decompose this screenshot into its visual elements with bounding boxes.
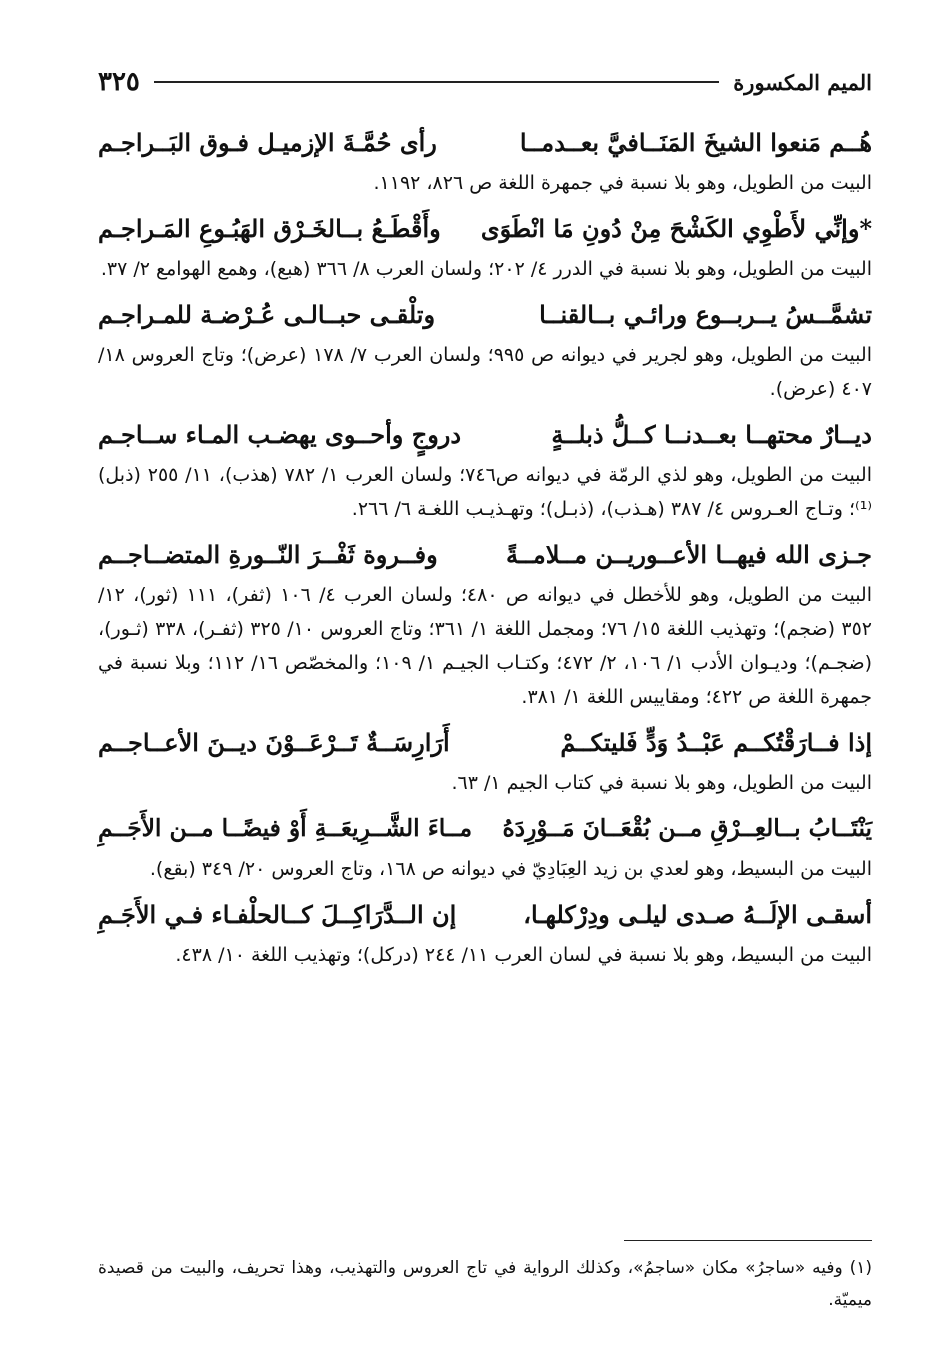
- first-hemistich: ديــارٌ محتهــا بعــدنــا كــلُّ ذبلــةٍ: [551, 419, 872, 449]
- verse-line: [98, 118, 872, 166]
- verse-entry: [98, 410, 872, 526]
- verse-line: [98, 804, 872, 852]
- page-number: ٣٢٥: [98, 67, 140, 97]
- entries-list: [98, 118, 872, 976]
- verse-entry: [98, 890, 872, 972]
- second-hemistich: مــاءَ الشَّــرِيعَــةِ أَوْ فيضًــا مــن الأَجَــمِ: [98, 814, 472, 842]
- first-hemistich: هُــم مَنعوا الشيخَ المَنَــافيَّ بعــدمــا: [519, 127, 872, 157]
- first-hemistich: إذا فــارَقْتُكــم عَبْــدُ وَدٍّ فَليتكــمْ: [560, 727, 872, 757]
- header-title: الميم المكسورة: [733, 69, 872, 95]
- verse-line: [98, 718, 872, 766]
- header-rule: [154, 81, 719, 83]
- second-hemistich: وأَقْطَـعُ بــالخَـرْق الهَبُـوعِ المَـراجـم: [98, 213, 441, 243]
- verse-line: [98, 290, 872, 338]
- running-header: [98, 62, 872, 102]
- first-hemistich: أسقـى الإلَــهُ صـدى ليلـى ودِرْكلهـا،: [523, 899, 872, 929]
- second-hemistich: دروجٍ وأحــوى يهضـب المـاء ســاجـم: [98, 419, 462, 449]
- verse-source-note: البيت من الطويل، وهو لجرير في ديوانه ص ٩٩٥؛ ولسان العرب ٧/ ١٧٨ (عرض)؛ وتاج العروس ١٨/ ٤٠٧ (عرض).: [98, 344, 872, 400]
- verse-source-note: البيت من الطويل، وهو بلا نسبة في كتاب الجيم ١/ ٦٣.: [451, 772, 872, 794]
- verse-source-note: البيت من البسيط، وهو بلا نسبة في لسان العرب ١١/ ٢٤٤ (دركل)؛ وتهذيب اللغة ١٠/ ٤٣٨.: [175, 944, 872, 966]
- first-hemistich: *وإنِّي لأَطْوِي الكَشْحَ مِنْ دُونِ مَا انْطَوَى: [480, 213, 872, 243]
- second-hemistich: وفــروة ثَفْــرَ النّــورةِ المتضــاجــم: [98, 539, 438, 569]
- first-hemistich: يَنْتَــابُ بــالعِــرْقِ مــن بُقْعَــانَ مَــوْرِدَهُ: [502, 814, 872, 842]
- footnote-rule: [624, 1240, 872, 1241]
- second-hemistich: أَرَارِسَــةٌ تَــرْعَــوْنَ ديــنَ الأعــاجــم: [98, 727, 450, 757]
- second-hemistich: إن الــدَّرَاكِــلَ كــالحلْفـاء فـي الأَجَـمِ: [98, 899, 457, 929]
- verse-line: [98, 204, 872, 252]
- verse-entry: [98, 718, 872, 800]
- verse-line: [98, 410, 872, 458]
- verse-source-note: البيت من الطويل، وهو بلا نسبة في جمهرة اللغة ص ٨٢٦، ١١٩٢.: [373, 172, 872, 194]
- verse-source-note: البيت من البسيط، وهو لعدي بن زيد العِبَادِيّ في ديوانه ص ١٦٨، وتاج العروس ٢٠/ ٣٤٩ (بقع).: [149, 858, 872, 880]
- verse-source-note: البيت من الطويل، وهو لذي الرمّة في ديوانه ص٧٤٦؛ ولسان العرب ١/ ٧٨٢ (هذب)، ١١/ ٢٥٥ (ذبل)⁽¹⁾؛ وتـاج العـروس ٤/ ٣٨٧ (هـذب)، (ذبـل)؛ وتهـذيـب اللغـة ٦/ ٢٦٦.: [98, 464, 872, 520]
- second-hemistich: وتلْقـى حبــالـى عُـرْضـة للمـراجـم: [98, 299, 436, 329]
- verse-source-note: البيت من الطويل، وهو بلا نسبة في الدرر ٤/ ٢٠٢؛ ولسان العرب ٨/ ٣٦٦ (هبع)، وهمع الهوامع ٢/ ٣٧.: [100, 258, 872, 280]
- first-hemistich: تشمَّــسُ يــربــوع ورائـي بــالقنــا: [539, 299, 872, 329]
- verse-entry: [98, 804, 872, 886]
- verse-entry: [98, 530, 872, 714]
- verse-entry: [98, 118, 872, 200]
- verse-source-note: البيت من الطويل، وهو للأخطل في ديوانه ص ٤٨٠؛ ولسان العرب ٤/ ١٠٦ (ثفر)، ١١١ (ثور)، ١٢/ ٣٥٢ (ضجم)؛ وتهذيب اللغة ١٥/ ٧٦؛ ومجمل اللغة ١/ ٣٦١؛ وتاج العروس ١٠/ ٣٢٥ (ثفـر)، ٣٣٨ (ثـور)، (ضجـم)؛ وديـوان الأدب ١/ ١٠٦، ٢/ ٤٧٢؛ وكتـاب الجيـم ١/ ١٠٩؛ والمخصّص ١٦/ ١١٢؛ وبلا نسبة في جمهرة اللغة ص ٤٢٢؛ ومقاييس اللغة ١/ ٣٨١.: [98, 584, 872, 708]
- verse-entry: [98, 204, 872, 286]
- verse-line: [98, 890, 872, 938]
- verse-line: [98, 530, 872, 578]
- footnote: (١) وفيه «ساجرُ» مكان «ساجمُ»، وكذلك الرواية في تاج العروس والتهذيب، وهذا تحريف، والبيت من قصيدة ميميّة.: [98, 1258, 872, 1310]
- first-hemistich: جـزى الله فيهــا الأعــوريــن مــلامــةً: [505, 539, 872, 569]
- verse-entry: [98, 290, 872, 406]
- second-hemistich: رأى حُمَّـةَ الإزميـل فـوق البَــراجـم: [98, 127, 437, 157]
